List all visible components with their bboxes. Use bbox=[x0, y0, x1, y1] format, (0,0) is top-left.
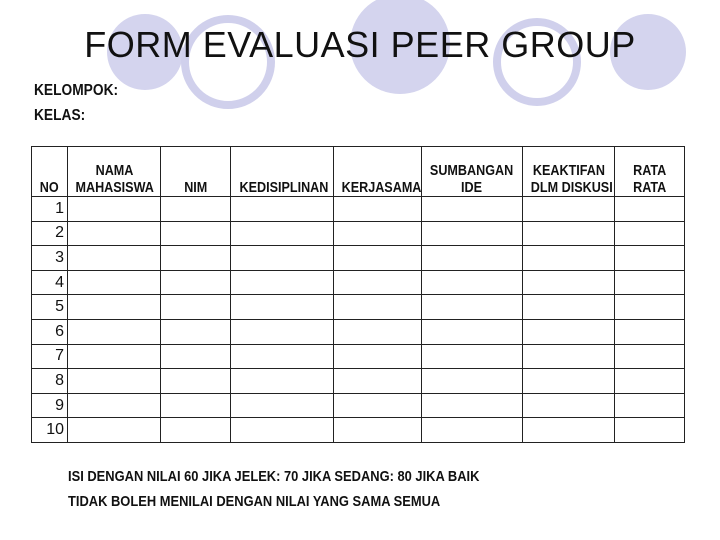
nama-cell[interactable] bbox=[68, 197, 161, 222]
header-keaktifan: KEAKTIFAN DLM DISKUSI bbox=[523, 147, 615, 197]
sumbangan-ide-cell[interactable] bbox=[422, 344, 523, 369]
keaktifan-cell[interactable] bbox=[523, 246, 615, 271]
row-number: 7 bbox=[32, 344, 68, 369]
sumbangan-ide-cell[interactable] bbox=[422, 369, 523, 394]
kedisiplinan-cell[interactable] bbox=[231, 418, 334, 443]
table-row bbox=[32, 295, 685, 320]
page-title: FORM EVALUASI PEER GROUP bbox=[84, 24, 636, 65]
kedisiplinan-cell[interactable] bbox=[231, 221, 334, 246]
sumbangan-ide-cell[interactable] bbox=[422, 270, 523, 295]
kedisiplinan-cell[interactable] bbox=[231, 344, 334, 369]
nama-cell[interactable] bbox=[68, 344, 161, 369]
rata-rata-cell[interactable] bbox=[615, 221, 685, 246]
instruction-line: ISI DENGAN NILAI 60 JIKA JELEK: 70 JIKA SEDANG: 80 JIKA BAIK bbox=[68, 468, 480, 485]
nama-cell[interactable] bbox=[68, 295, 161, 320]
kerjasama-cell[interactable] bbox=[334, 344, 422, 369]
rata-rata-cell[interactable] bbox=[615, 393, 685, 418]
kelompok-label: KELOMPOK: bbox=[34, 82, 119, 99]
kedisiplinan-cell[interactable] bbox=[231, 393, 334, 418]
sumbangan-ide-cell[interactable] bbox=[422, 295, 523, 320]
nim-cell[interactable] bbox=[161, 295, 231, 320]
table-row bbox=[32, 418, 685, 443]
nama-cell[interactable] bbox=[68, 393, 161, 418]
row-number: 10 bbox=[32, 418, 68, 443]
row-number: 6 bbox=[32, 319, 68, 344]
kerjasama-cell[interactable] bbox=[334, 246, 422, 271]
keaktifan-cell[interactable] bbox=[523, 319, 615, 344]
sumbangan-ide-cell[interactable] bbox=[422, 221, 523, 246]
table-row bbox=[32, 221, 685, 246]
nim-cell[interactable] bbox=[161, 197, 231, 222]
kedisiplinan-cell[interactable] bbox=[231, 369, 334, 394]
header-no: NO bbox=[32, 147, 68, 197]
kedisiplinan-cell[interactable] bbox=[231, 246, 334, 271]
row-number: 4 bbox=[32, 270, 68, 295]
kedisiplinan-cell[interactable] bbox=[231, 319, 334, 344]
rata-rata-cell[interactable] bbox=[615, 197, 685, 222]
rata-rata-cell[interactable] bbox=[615, 270, 685, 295]
kerjasama-cell[interactable] bbox=[334, 270, 422, 295]
header-kerjasama: KERJASAMA bbox=[334, 147, 422, 197]
nim-cell[interactable] bbox=[161, 319, 231, 344]
header-sumbangan-ide: SUMBANGAN IDE bbox=[422, 147, 523, 197]
sumbangan-ide-cell[interactable] bbox=[422, 246, 523, 271]
evaluation-table bbox=[31, 146, 685, 443]
rata-rata-cell[interactable] bbox=[615, 319, 685, 344]
nama-cell[interactable] bbox=[68, 270, 161, 295]
table-row bbox=[32, 344, 685, 369]
row-number: 8 bbox=[32, 369, 68, 394]
nim-cell[interactable] bbox=[161, 270, 231, 295]
nim-cell[interactable] bbox=[161, 393, 231, 418]
kerjasama-cell[interactable] bbox=[334, 369, 422, 394]
kedisiplinan-cell[interactable] bbox=[231, 270, 334, 295]
keaktifan-cell[interactable] bbox=[523, 295, 615, 320]
rata-rata-cell[interactable] bbox=[615, 246, 685, 271]
nama-cell[interactable] bbox=[68, 246, 161, 271]
instructions bbox=[68, 464, 479, 514]
nim-cell[interactable] bbox=[161, 246, 231, 271]
keaktifan-cell[interactable] bbox=[523, 344, 615, 369]
kelas-label: KELAS: bbox=[34, 107, 86, 124]
rata-rata-cell[interactable] bbox=[615, 295, 685, 320]
nama-cell[interactable] bbox=[68, 319, 161, 344]
nim-cell[interactable] bbox=[161, 418, 231, 443]
header-nim: NIM bbox=[161, 147, 231, 197]
table-row bbox=[32, 246, 685, 271]
nim-cell[interactable] bbox=[161, 344, 231, 369]
header-row bbox=[32, 147, 685, 197]
row-number: 9 bbox=[32, 393, 68, 418]
kerjasama-cell[interactable] bbox=[334, 197, 422, 222]
keaktifan-cell[interactable] bbox=[523, 221, 615, 246]
nama-cell[interactable] bbox=[68, 369, 161, 394]
nim-cell[interactable] bbox=[161, 369, 231, 394]
nim-cell[interactable] bbox=[161, 221, 231, 246]
header-nama: NAMA MAHASISWA bbox=[68, 147, 161, 197]
sumbangan-ide-cell[interactable] bbox=[422, 197, 523, 222]
instruction-line: TIDAK BOLEH MENILAI DENGAN NILAI YANG SAMA SEMUA bbox=[68, 493, 441, 510]
keaktifan-cell[interactable] bbox=[523, 418, 615, 443]
rata-rata-cell[interactable] bbox=[615, 369, 685, 394]
rata-rata-cell[interactable] bbox=[615, 418, 685, 443]
row-number: 2 bbox=[32, 221, 68, 246]
table-row bbox=[32, 197, 685, 222]
row-number: 5 bbox=[32, 295, 68, 320]
keaktifan-cell[interactable] bbox=[523, 197, 615, 222]
kerjasama-cell[interactable] bbox=[334, 319, 422, 344]
row-number: 1 bbox=[32, 197, 68, 222]
keaktifan-cell[interactable] bbox=[523, 393, 615, 418]
kerjasama-cell[interactable] bbox=[334, 418, 422, 443]
table-row bbox=[32, 270, 685, 295]
header-rata-rata: RATA RATA bbox=[615, 147, 685, 197]
keaktifan-cell[interactable] bbox=[523, 270, 615, 295]
row-number: 3 bbox=[32, 246, 68, 271]
kerjasama-cell[interactable] bbox=[334, 221, 422, 246]
sumbangan-ide-cell[interactable] bbox=[422, 418, 523, 443]
kedisiplinan-cell[interactable] bbox=[231, 197, 334, 222]
nama-cell[interactable] bbox=[68, 418, 161, 443]
kerjasama-cell[interactable] bbox=[334, 393, 422, 418]
nama-cell[interactable] bbox=[68, 221, 161, 246]
sumbangan-ide-cell[interactable] bbox=[422, 393, 523, 418]
header-kedisiplinan: KEDISIPLINAN bbox=[231, 147, 334, 197]
kedisiplinan-cell[interactable] bbox=[231, 295, 334, 320]
kerjasama-cell[interactable] bbox=[334, 295, 422, 320]
keaktifan-cell[interactable] bbox=[523, 369, 615, 394]
rata-rata-cell[interactable] bbox=[615, 344, 685, 369]
table-row bbox=[32, 369, 685, 394]
table-row bbox=[32, 319, 685, 344]
table-row bbox=[32, 393, 685, 418]
sumbangan-ide-cell[interactable] bbox=[422, 319, 523, 344]
